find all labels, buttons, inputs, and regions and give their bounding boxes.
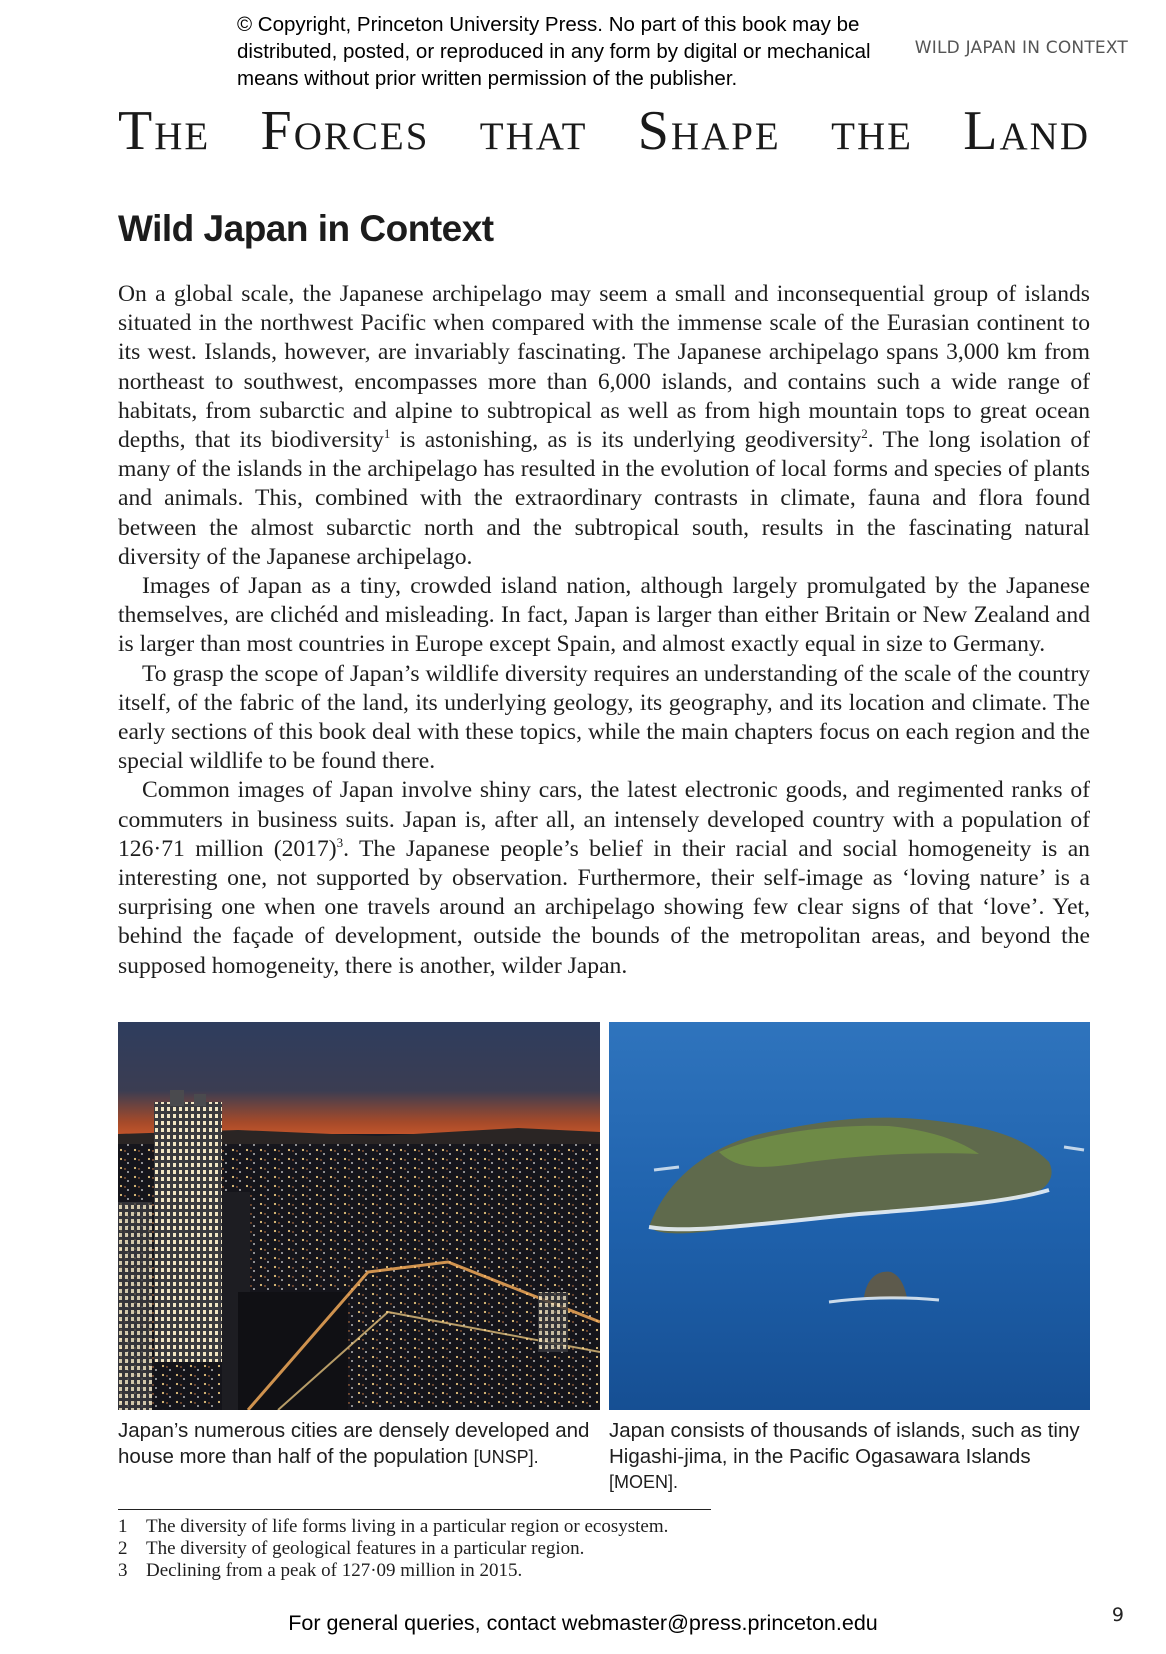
body-text bbox=[118, 280, 1090, 981]
island-aerial-photo bbox=[609, 1022, 1090, 1410]
copyright-line: distributed, posted, or reproduced in any form by digital or mechanical bbox=[237, 40, 871, 63]
footnote-3: 3 Declining from a peak of 127·09 million in 2015. bbox=[118, 1560, 523, 1581]
copyright-line: © Copyright, Princeton University Press. No part of this book may be bbox=[237, 13, 860, 36]
footnotes bbox=[118, 1516, 818, 1582]
city-photo-caption: Japan’s numerous cities are densely developed and house more than half of the population [UNSP]. bbox=[118, 1419, 590, 1468]
paragraph-3: To grasp the scope of Japan’s wildlife diversity requires an understanding of the scale of the country itself, of the fabric of the land, its underlying geology, its geography, and its location and climate. The early sections of this book deal with these topics, while the main chapters focus on each region and the special wildlife to be found there. bbox=[118, 660, 1090, 775]
footnote-ref-1[interactable]: 1 bbox=[383, 426, 391, 442]
photo-credit: [UNSP]. bbox=[473, 1446, 539, 1467]
city-night-photo bbox=[118, 1022, 600, 1410]
copyright-line: means without prior written permission of the publisher. bbox=[237, 67, 738, 90]
copyright-notice bbox=[237, 11, 937, 92]
footnote-ref-3[interactable]: 3 bbox=[336, 835, 344, 850]
city-night-image bbox=[118, 1022, 600, 1410]
page-number: 9 bbox=[1111, 1604, 1124, 1626]
paragraph-2: Images of Japan as a tiny, crowded island nation, although largely promulgated by the Japanese themselves, are clichéd and misleading. In fact, Japan is larger than either Britain or New Zealand and is larger than most countries in Europe except Spain, and almost exactly equal in size to Germany. bbox=[118, 573, 1090, 658]
footnote-divider bbox=[118, 1509, 711, 1510]
island-photo-caption: Japan consists of thousands of islands, such as tiny Higashi-jima, in the Pacific Ogasawara Islands [MOEN]. bbox=[609, 1419, 1080, 1492]
running-head: WILD JAPAN IN CONTEXT bbox=[914, 38, 1128, 58]
footnote-2: 2 The diversity of geological features in a particular region. bbox=[118, 1538, 585, 1559]
footnote-ref-2[interactable]: 2 bbox=[861, 426, 868, 442]
photo-credit: [MOEN]. bbox=[609, 1472, 679, 1492]
footnote-1: 1 The diversity of life forms living in a particular region or ecosystem. bbox=[118, 1516, 669, 1537]
section-heading: Wild Japan in Context bbox=[118, 208, 494, 249]
paragraph-1: On a global scale, the Japanese archipelago may seem a small and inconsequential group of islands situated in the northwest Pacific when compared with the immense scale of the Eurasian continent to its west. Islands, however, are invariably fascinating. The Japanese archipelago spans 3,000 km from northeast to southwest, encompasses more than 6,000 islands, and contains such a wide range of habitats, from subarctic and alpine to subtropical as well as from high mountain tops to great ocean depths, that its biodiversity$^1$ is astonishing, as is its underlying geodiversity$^2$. The long isolation of many of the islands in the archipelago has resulted in the evolution of local forms and species of plants and animals. This, combined with the extraordinary contrasts in climate, fauna and flora found between the almost subarctic north and the subtropical south, results in the fascinating natural diversity of the Japanese archipelago. bbox=[118, 281, 1090, 570]
island-aerial-image bbox=[609, 1022, 1090, 1410]
paragraph-4: Common images of Japan involve shiny cars, the latest electronic goods, and regimented ranks of commuters in business suits. Japan is, after all, an intensely developed country with a population of 126·71 million $(2017)^3$. The Japanese people’s belief in their racial and social homogeneity is an interesting one, not supported by observation. Furthermore, their self-image as ‘loving nature’ is a surprising one when one travels around an archipelago showing few clear signs of that ‘love’. Yet, behind the façade of development, outside the bounds of the metropolitan areas, and beyond the supposed homogeneity, there is another, wilder Japan. bbox=[118, 777, 1090, 979]
contact-line[interactable]: For general queries, contact webmaster@press.princeton.edu bbox=[288, 1611, 878, 1635]
chapter-title: The Forces that Shape the Land bbox=[118, 100, 1090, 162]
